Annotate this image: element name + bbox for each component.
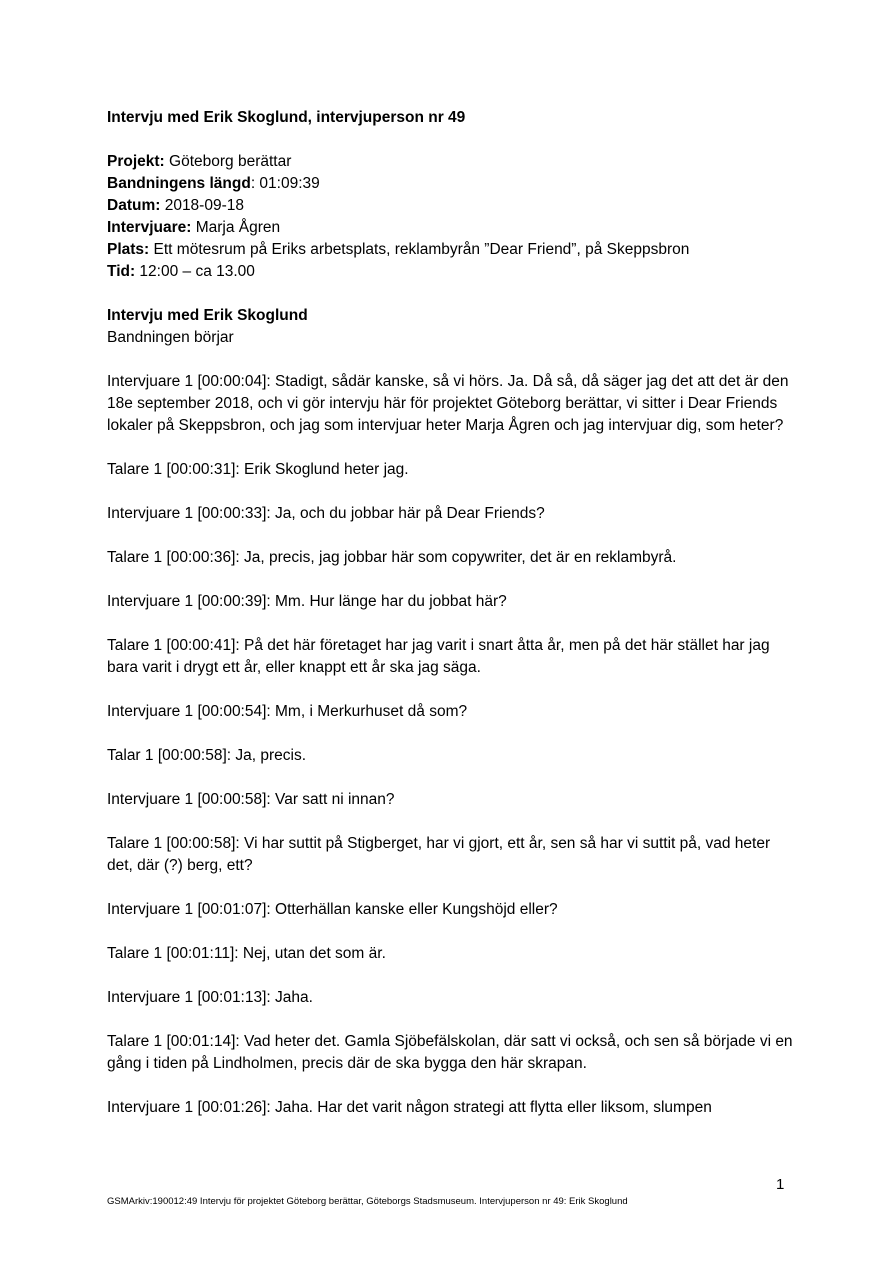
meta-value: 2018-09-18	[160, 197, 244, 214]
transcript-turn: Intervjuare 1 [00:01:13]: Jaha.	[107, 989, 313, 1006]
transcript-turn: Talare 1 [00:00:58]: Vi har suttit på Stigberget, har vi gjort, ett år, sen så har vi suttit på, vad heter det, där (?) berg, ett?	[107, 835, 771, 874]
transcript-turn: Intervjuare 1 [00:01:26]: Jaha. Har det varit någon strategi att flytta eller liksom, slumpen	[107, 1099, 712, 1116]
meta-place	[107, 239, 797, 261]
transcript-turn: Talare 1 [00:00:41]: På det här företaget har jag varit i snart åtta år, men på det här stället har jag bara varit i drygt ett år, eller knappt ett år ska jag säga.	[107, 637, 770, 676]
page-number: 1	[776, 1176, 785, 1193]
meta-time	[107, 261, 797, 283]
transcript-turn: Talare 1 [00:00:36]: Ja, precis, jag jobbar här som copywriter, det är en reklambyrå.	[107, 549, 677, 566]
transcript-turn: Intervjuare 1 [00:01:07]: Otterhällan kanske eller Kungshöjd eller?	[107, 901, 558, 918]
transcript-turn: Talare 1 [00:01:14]: Vad heter det. Gamla Sjöbefälskolan, där satt vi också, och sen så började vi en gång i tiden på Lindholmen, precis där de ska bygga den här skrapan.	[107, 1033, 793, 1072]
transcript-turn: Talare 1 [00:00:31]: Erik Skoglund heter jag.	[107, 461, 409, 478]
transcript-turn: Talar 1 [00:00:58]: Ja, precis.	[107, 747, 307, 764]
transcript	[107, 371, 797, 1119]
meta-interviewer	[107, 217, 797, 239]
interview-metadata	[107, 151, 797, 283]
meta-label: Bandningens längd	[107, 175, 251, 192]
section-title: Intervju med Erik Skoglund	[107, 307, 308, 324]
document-body	[107, 107, 797, 1141]
meta-value: Marja Ågren	[191, 219, 281, 236]
transcript-turn: Intervjuare 1 [00:00:58]: Var satt ni innan?	[107, 791, 395, 808]
meta-date	[107, 195, 797, 217]
meta-label: Plats:	[107, 241, 150, 258]
transcript-turn: Talare 1 [00:01:11]: Nej, utan det som är.	[107, 945, 386, 962]
meta-project	[107, 151, 797, 173]
document-title: Intervju med Erik Skoglund, intervjuperson nr 49	[107, 109, 466, 126]
transcript-turn: Intervjuare 1 [00:00:04]: Stadigt, sådär kanske, så vi hörs. Ja. Då så, då säger jag det att det är den 18e september 2018, och vi gör intervju här för projektet Göteborg berättar, vi sitter i Dear Friends lokaler på Skeppsbron, och jag som intervjuar heter Marja Ågren och jag intervjuar dig, som heter?	[107, 373, 789, 434]
meta-value: Ett mötesrum på Eriks arbetsplats, reklambyrån ”Dear Friend”, på Skeppsbron	[149, 241, 690, 258]
meta-value: : 01:09:39	[250, 175, 320, 192]
meta-label: Projekt:	[107, 153, 165, 170]
transcript-turn: Intervjuare 1 [00:00:33]: Ja, och du jobbar här på Dear Friends?	[107, 505, 545, 522]
transcript-turn: Intervjuare 1 [00:00:54]: Mm, i Merkurhuset då som?	[107, 703, 468, 720]
meta-recording-length	[107, 173, 797, 195]
transcript-turn: Intervjuare 1 [00:00:39]: Mm. Hur länge har du jobbat här?	[107, 593, 507, 610]
meta-value: 12:00 – ca 13.00	[135, 263, 255, 280]
meta-value: Göteborg berättar	[164, 153, 292, 170]
page-footer: GSMArkiv:190012:49 Intervju för projektet Göteborg berättar, Göteborgs Stadsmuseum. Intervjuperson nr 49: Erik Skoglund	[107, 1196, 628, 1207]
meta-label: Datum:	[107, 197, 161, 214]
meta-label: Intervjuare:	[107, 219, 192, 236]
section-subtitle: Bandningen börjar	[107, 329, 234, 346]
meta-label: Tid:	[107, 263, 136, 280]
